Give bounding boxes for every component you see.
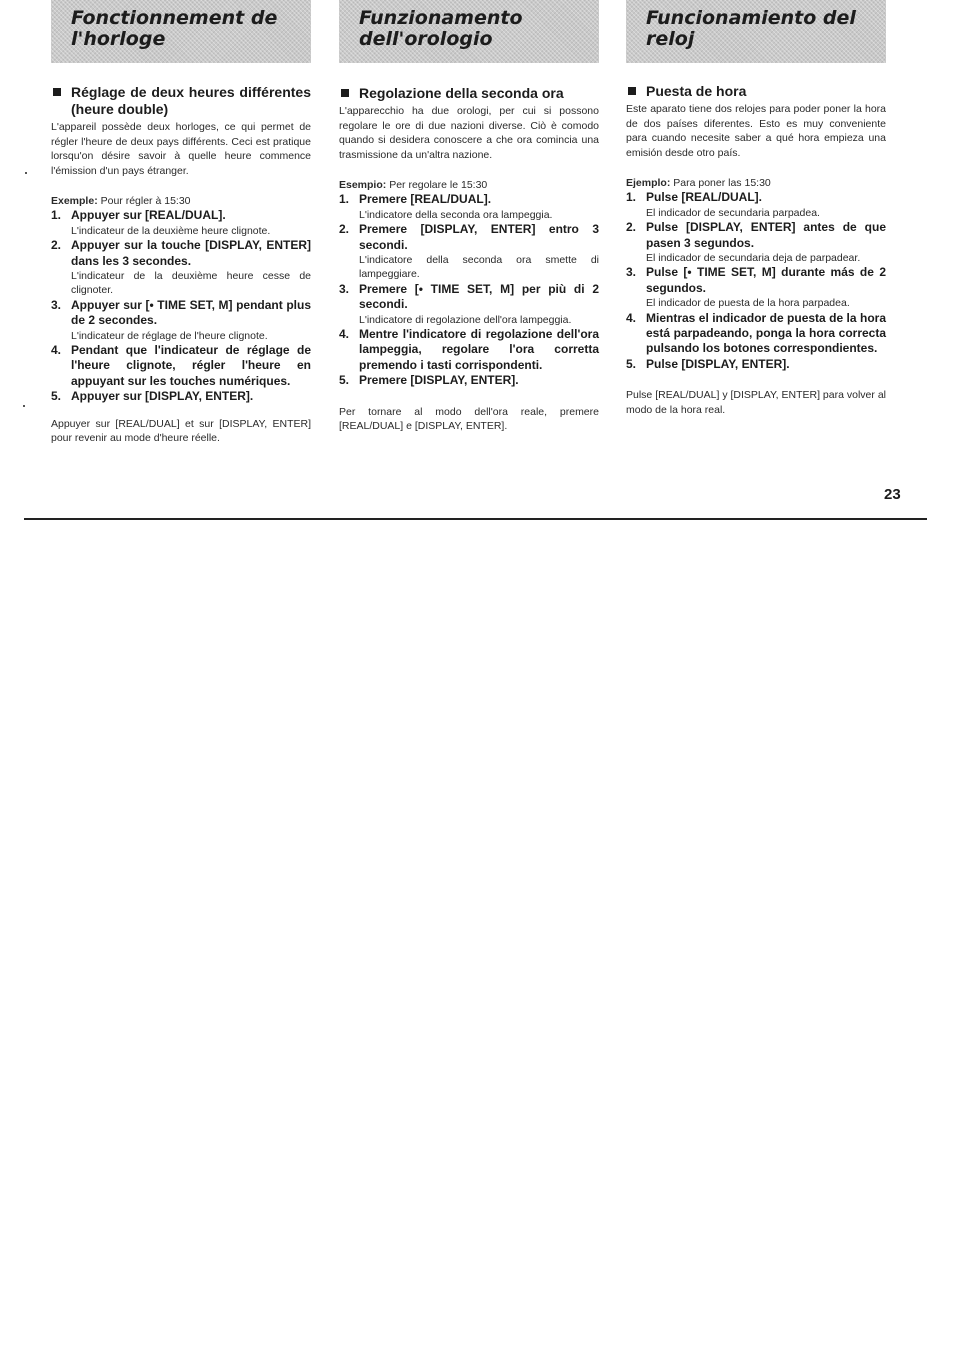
step-instruction: Premere [DISPLAY, ENTER]. (359, 373, 519, 388)
margin-dot (23, 405, 25, 407)
banner-title: Funcionamiento del reloj (646, 7, 856, 50)
banner-italian (339, 0, 599, 63)
section-title-text: Puesta de hora (646, 83, 747, 99)
step-instruction: Pulse [• TIME SET, M] durante más de 2 segundos. (646, 265, 886, 295)
section-title (51, 84, 311, 118)
step-item (339, 282, 599, 327)
intro-paragraph: Este aparato tiene dos relojes para poder poner la hora de dos países diferentes. Esto es muy conveniente para cuando necesite saber a qué hora empieza una emisión desde otro país. (626, 103, 886, 159)
step-number: 5. (626, 356, 637, 371)
horizontal-rule (24, 518, 927, 520)
banner-spanish (626, 0, 886, 63)
footer-note: Appuyer sur [REAL/DUAL] et sur [DISPLAY, ENTER] pour revenir au mode d'heure réelle. (51, 417, 311, 445)
step-instruction: Pulse [DISPLAY, ENTER] antes de que pasen 3 segundos. (646, 220, 886, 250)
step-number: 3. (339, 281, 350, 296)
banner-title: Funzionamento dell'orologio (359, 7, 523, 50)
step-note: L'indicatore della seconda ora smette di lampeggiare. (359, 254, 599, 281)
step-item (51, 208, 311, 238)
step-item (626, 220, 886, 265)
intro-paragraph: L'appareil possède deux horloges, ce qui permet de régler l'heure de deux pays différents. Ceci est pratique lorsqu'on désire savoir à quelle heure commence l'émission d'un pays étranger. (51, 121, 311, 177)
step-number: 5. (339, 373, 350, 388)
step-instruction: Premere [REAL/DUAL]. (359, 192, 492, 207)
step-instruction: Premere [DISPLAY, ENTER] entro 3 secondi. (359, 222, 599, 252)
step-note: L'indicatore della seconda ora lampeggia. (359, 208, 553, 221)
step-item (51, 389, 311, 404)
steps-list (51, 208, 311, 404)
step-instruction: Pulse [DISPLAY, ENTER]. (646, 356, 790, 371)
intro-paragraph: L'apparecchio ha due orologi, per cui si possono regolare le ore di due nazioni diverse. Ciò è comodo quando si desidera conoscere a che ora comincia una trasmissione da un'altra nazione. (339, 105, 599, 161)
step-note: El indicador de secundaria deja de parpadear. (646, 252, 861, 264)
column-spanish (626, 0, 886, 417)
step-note: L'indicateur de la deuxième heure cesse de clignoter. (71, 270, 311, 297)
step-number: 4. (339, 327, 350, 342)
column-french (51, 0, 311, 446)
example-text: Per regolare le 15:30 (389, 179, 488, 192)
step-number: 2. (626, 220, 637, 235)
step-number: 4. (51, 343, 62, 358)
column-italian (339, 0, 599, 434)
step-item (626, 265, 886, 310)
step-number: 4. (626, 310, 637, 325)
example-label: Esempio: (339, 179, 387, 192)
step-number: 1. (339, 192, 350, 207)
example-line (51, 194, 311, 208)
margin-dot (25, 172, 27, 174)
step-note: L'indicatore di regolazione dell'ora lampeggia. (359, 313, 572, 326)
section-title (339, 85, 599, 102)
step-note: El indicador de secundaria parpadea. (646, 206, 820, 219)
step-instruction: Appuyer sur [REAL/DUAL]. (71, 208, 226, 223)
example-line (339, 178, 599, 192)
page-number: 23 (884, 486, 901, 503)
example-line (626, 176, 886, 190)
step-note: El indicador de puesta de la hora parpadea. (646, 297, 850, 310)
example-text: Para poner las 15:30 (673, 177, 771, 190)
example-label: Exemple: (51, 195, 98, 208)
step-instruction: Pulse [REAL/DUAL]. (646, 190, 763, 205)
step-item (51, 298, 311, 343)
section-title (626, 83, 886, 100)
step-item (626, 311, 886, 357)
step-number: 5. (51, 389, 62, 404)
step-number: 1. (51, 208, 62, 223)
step-item (339, 222, 599, 282)
step-number: 2. (51, 238, 62, 253)
step-item (626, 190, 886, 220)
step-number: 1. (626, 190, 637, 205)
steps-list (339, 192, 599, 388)
step-instruction: Pendant que l'indicateur de réglage de l'heure clignote, régler l'heure en appuyant sur les touches numériques. (71, 343, 311, 388)
step-item (626, 357, 886, 372)
step-item (339, 373, 599, 388)
step-instruction: Appuyer sur [DISPLAY, ENTER]. (71, 389, 254, 404)
step-instruction: Mentre l'indicatore di regolazione dell'ora lampeggia, regolare l'ora corretta premendo i tasti corrispondenti. (359, 327, 599, 372)
example-label: Ejemplo: (626, 177, 671, 190)
square-bullet-icon (341, 89, 349, 97)
banner-title: Fonctionnement de l'horloge (71, 7, 278, 50)
step-instruction: Premere [• TIME SET, M] per più di 2 secondi. (359, 281, 599, 312)
footer-note: Pulse [REAL/DUAL] y [DISPLAY, ENTER] para volver al modo de la hora real. (626, 389, 886, 416)
step-number: 3. (51, 297, 62, 312)
section-title-text: Réglage de deux heures différentes (heure double) (71, 84, 311, 117)
step-item (339, 192, 599, 222)
footer-note: Per tornare al modo dell'ora reale, premere [REAL/DUAL] e [DISPLAY, ENTER]. (339, 405, 599, 433)
square-bullet-icon (53, 88, 61, 96)
step-note: L'indicateur de la deuxième heure clignote. (71, 224, 271, 237)
step-item (51, 343, 311, 389)
step-item (51, 238, 311, 298)
step-instruction: Mientras el indicador de puesta de la hora está parpadeando, ponga la hora correcta pulsando los botones correspondientes. (646, 310, 886, 356)
step-number: 3. (626, 265, 637, 280)
step-number: 2. (339, 222, 350, 237)
step-instruction: Appuyer sur [• TIME SET, M] pendant plus de 2 secondes. (71, 297, 311, 328)
steps-list (626, 190, 886, 372)
square-bullet-icon (628, 87, 636, 95)
section-title-text: Regolazione della seconda ora (359, 85, 564, 101)
banner-french (51, 0, 311, 63)
step-note: L'indicateur de réglage de l'heure clignote. (71, 329, 268, 342)
step-item (339, 327, 599, 373)
step-instruction: Appuyer sur la touche [DISPLAY, ENTER] dans les 3 secondes. (71, 238, 311, 268)
example-text: Pour régler à 15:30 (100, 195, 191, 208)
